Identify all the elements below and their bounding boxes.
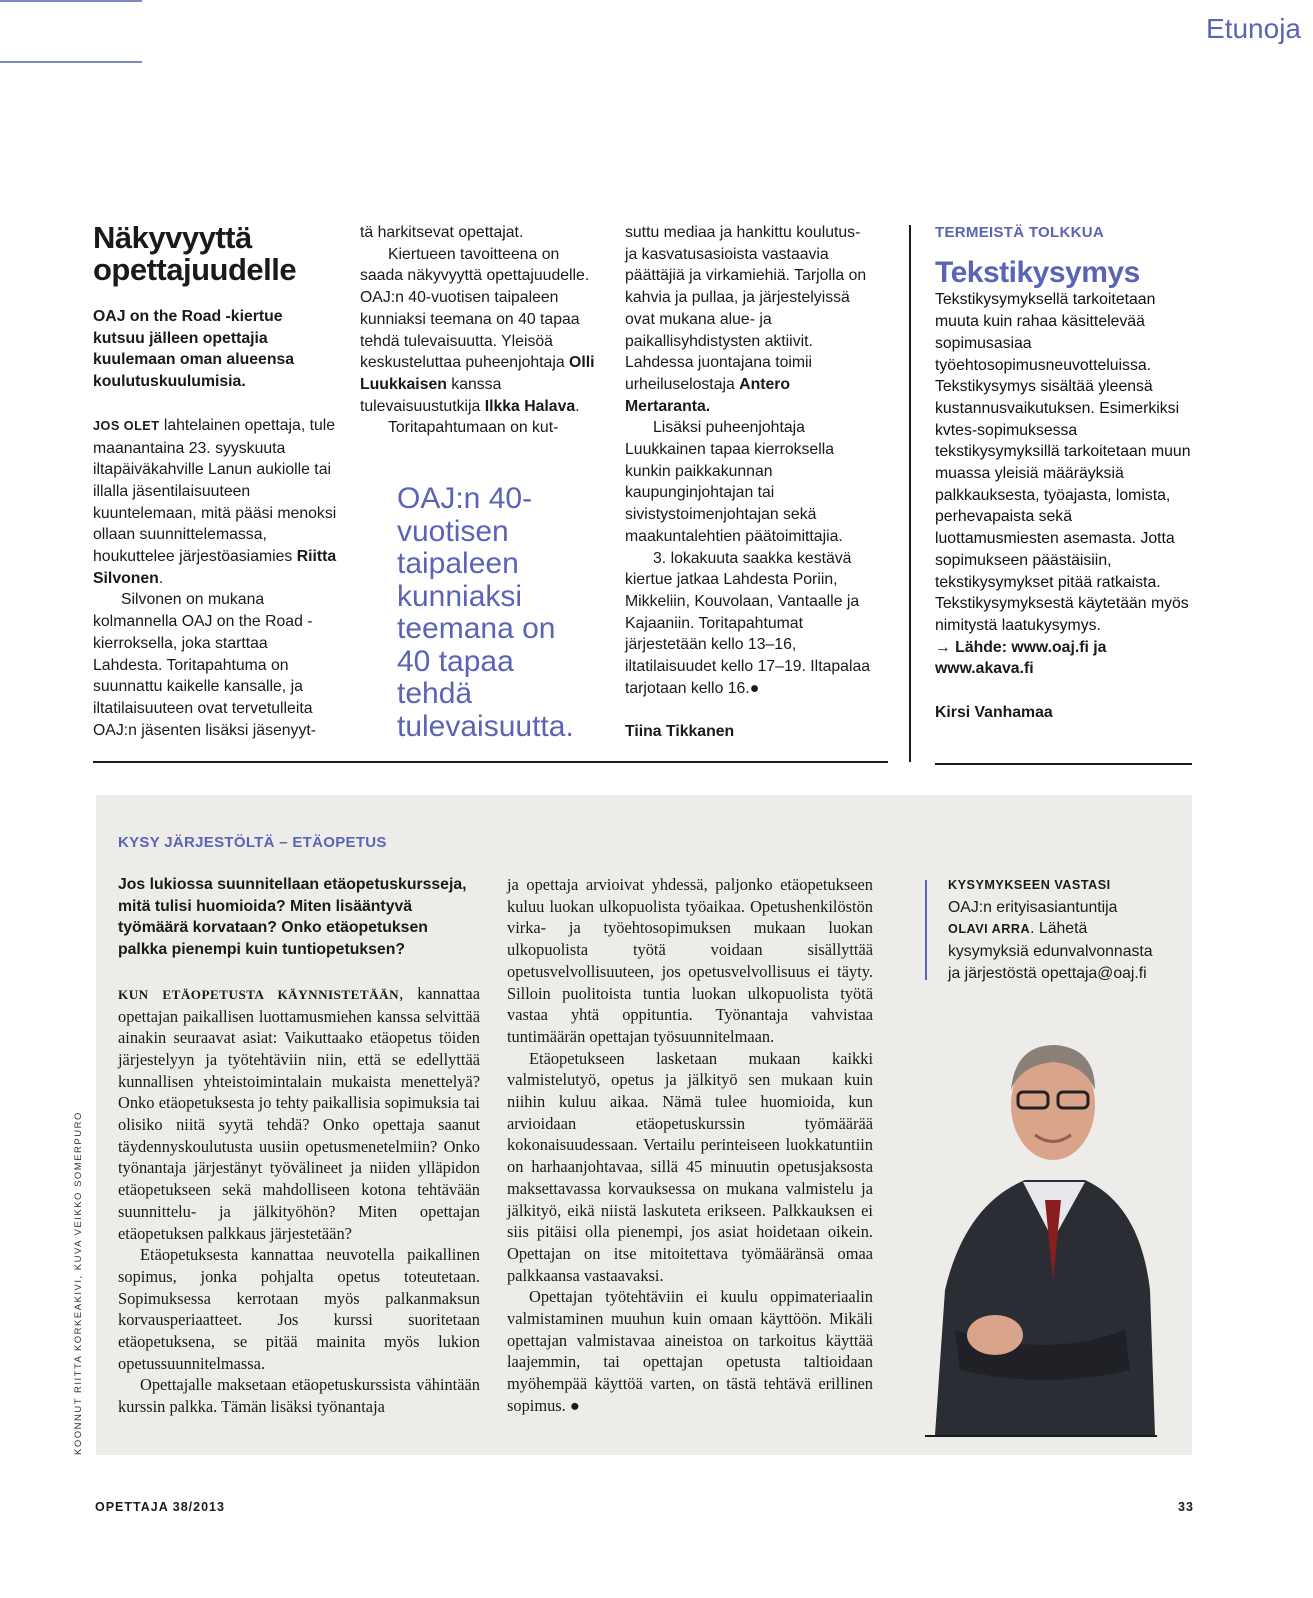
- text-run: Silvonen on mukana kolmannella OAJ on the Road -kierroksella, joka starttaa Lahdesta. Toritapahtuma on suunnattu kaikelle kansalle, ja iltatilaisuuteen ovat tervetulleita OAJ:n jäsenten lisäksi jäsenyyt-: [93, 591, 317, 739]
- qa-column-1: [118, 874, 480, 1418]
- text-run: tä harkitsevat opettajat.: [360, 224, 524, 241]
- section-header: [0, 0, 1301, 63]
- article-author: Tiina Tikkanen: [625, 723, 735, 741]
- text-run: OAJ:n erityisasiantuntija: [948, 898, 1118, 916]
- paragraph: [507, 1286, 873, 1416]
- text-run: 3. lokakuuta saakka kestävä kiertue jatkaa Lahdesta Poriin, Mikkeliin, Kouvolaan, Vantaalle ja Kajaaniin. Toritapahtumat järjestetään kello 13–16, iltatilaisuudet kello 17–19. Iltapalaa tarjotaan kello 16.●: [625, 549, 871, 697]
- divider: [935, 763, 1192, 765]
- small-caps-lead: OLAVI ARRA: [948, 922, 1031, 937]
- text-run: Toritapahtumaan on kut-: [388, 419, 559, 437]
- paragraph: [360, 417, 606, 439]
- paragraph: [118, 983, 480, 1244]
- divider: [93, 761, 888, 763]
- qa-question: Jos lukiossa suunnitellaan etäopetuskursseja, mitä tulisi huomioida? Miten lisääntyvä työmäärä korvataan? Onko etäopetuksen palkka pienempi kuin tuntiopetuksen?: [118, 876, 467, 959]
- small-caps-lead: KYSYMYKSEEN VASTASI: [948, 878, 1111, 892]
- article-column-1: [93, 222, 338, 741]
- text-run: . Lähetä kysymyksiä edunvalvonnasta ja järjestöstä opettaja@oaj.fi: [948, 920, 1153, 982]
- photo-credit: KOONNUT RIITTA KORKEAKIVI, KUVA VEIKKO SOMERPURO: [73, 1111, 84, 1455]
- text-run: ja opettaja arvioivat yhdessä, paljonko etäopetukseen kuluu luokan ulkopuolista työaikaa. Opetushenkilöstön virka- ja työehtosopimuksen mukaan luokan ulkopuolista työtä voidaan sisällyttää opetusvelvollisuuteen, jos opetusvelvollisuus ei täyty. Silloin puolitoista tuntia luokan ulkopuolista työtä vastaa yhtä oppituntia. Työnantaja vahvistaa tuntimäärän opettajan työsuunnitelmaan.: [507, 875, 873, 1046]
- text-run: Kiertueen tavoitteena on saada näkyvyyttä opettajuudelle. OAJ:n 40-vuotisen taipaleen kunniaksi teemana on 40 tapaa tehdä tulevaisuutta. Yleisöä keskusteluttaa puheenjohtaja: [360, 245, 590, 372]
- page-number: 33: [1178, 1500, 1194, 1514]
- paragraph: [118, 1374, 480, 1417]
- paragraph: [625, 548, 873, 700]
- paragraph: [507, 874, 873, 1048]
- text-run: , kannattaa opettajan paikallisen luottamusmiehen kanssa selvittää ainakin seuraavat asiat: Vaikuttaako etäopetus töiden järjestelyyn ja työtehtäviin niin, että se edellyttää kunnallisen yhteistoimintalain mukaista menettelyä? Onko etäopetuksesta jo tehty paikallisia sopimuksia tai olisiko niitä syytä tehdä? Onko opettaja saanut täydennyskoulutusta uusiin opetusmenetelmiin? Onko työnantaja järjestänyt työvälineet ja niiden ylläpidon etäopetukseen sekä mahdolliseen kotona tehtävään suunnittelu- ja jälkityöhön? Miten opettajan etäopetuksen palkkaus järjestetään?: [118, 983, 480, 1243]
- article-title: Näkyvyyttä opettajuudelle: [93, 220, 297, 287]
- text-run: Etäopetuksesta kannattaa neuvotella paikallinen sopimus, jonka pohjalta opetus toteutetaan. Sopimuksessa kerrotaan myös palkanmaksun korvausperiaatteet. Jos kurssi suoritetaan etäopetuksena, se pitää mainita myös lukion opetussuunnitelmassa.: [118, 1245, 480, 1373]
- article-column-3: [625, 222, 873, 743]
- text-run: Opettajan työtehtäviin ei kuulu oppimateriaalin valmistaminen muuhun kuin omaan käyttöön. Mikäli opettajan valmistavaa aineistoa on tarkoitus käyttää laajemmin, tai opettajan opetusta taltioidaan myöhempää käyttöä varten, on tästä tehtävä erillinen sopimus. ●: [507, 1287, 873, 1415]
- paragraph: [118, 1244, 480, 1374]
- section-title: Etunoja: [1206, 13, 1301, 44]
- sidebar: [935, 222, 1197, 724]
- text-run: Etäopetukseen lasketaan mukaan kaikki valmistelutyö, opetus ja jälkityö sen mukaan kuin niihin kuluu aikaa. Nämä tulee huomioida, kun arvioidaan etäopetuskurssin työmäärää kokonaisuudessaan. Vertailu perinteiseen luokkatuntiin on harhaanjohtavaa, sillä 45 minuutin opetusjaksosta maksettavassa korvauksessa on mukana valmistelu ja jälkityö, eikä niistä laskuteta erikseen. Palkkauksen ei siis pitäisi olla pienempi, jos asiat hoidetaan oikein. Opettajan on itse mitoitettava työmääränsä omaa palkkaansa vastaavaksi.: [507, 1048, 873, 1285]
- text-run: .: [575, 397, 580, 415]
- footer-publication: OPETTAJA 38/2013: [95, 1500, 225, 1514]
- small-caps-lead: KUN ETÄOPETUSTA KÄYNNISTETÄÄN: [118, 986, 400, 1002]
- paragraph: [625, 417, 873, 547]
- qa-label: KYSY JÄRJESTÖLTÄ – ETÄOPETUS: [118, 834, 387, 851]
- paragraph: [360, 222, 606, 244]
- paragraph: [507, 1048, 873, 1287]
- qa-column-2: [507, 874, 873, 1417]
- paragraph: [360, 244, 606, 418]
- sidebar-source: → Lähde: www.oaj.fi ja www.akava.fi: [935, 638, 1107, 678]
- text-run: suttu mediaa ja hankittu koulutus- ja kasvatusasioista vastaavia päättäjiä ja virkamiehiä. Tarjolla on kahvia ja pullaa, ja järjestelyissä ovat mukana alue- ja paikallisyhdistysten aktiivit. Lahdessa juontajana toimii urheiluselostaja: [625, 224, 867, 393]
- bold-name: Olli Luukkaisen: [360, 354, 595, 393]
- portrait-photo: [925, 1030, 1157, 1438]
- text-run: kanssa tulevaisuustutkija: [360, 375, 502, 415]
- sidebar-title: Tekstikysymys: [935, 255, 1140, 289]
- sidebar-body: Tekstikysymyksellä tarkoitetaan muuta kuin rahaa käsittelevää sopimusasiaa työehtosopimusneuvotteluissa. Tekstikysymys sisältää yleensä kustannusvaikutuksen. Esimerkiksi kvtes-sopimuksessa tekstikysymyksillä tarkoitetaan muun muassa yleisiä määräyksiä palkkauksesta, työajasta, lomista, perhevapaista sekä luottamusmiesten asemasta. Jotta sopimukseen päästäisiin, tekstikysymykset pitää ratkaista. Tekstikysymyksestä käytetään myös nimitystä laatukysymys.: [935, 291, 1191, 634]
- qa-answerer: [948, 874, 1158, 985]
- text-run: Lisäksi puheenjohtaja Luukkainen tapaa kierroksella kunkin paikkakunnan kaupunginjohtajan tai sivistystoimenjohtajan sekä maakuntalehtien päätoimittajia.: [625, 419, 843, 545]
- text-run: .: [158, 569, 164, 587]
- article-column-2: [360, 222, 606, 439]
- bold-name: Ilkka Halava: [484, 397, 576, 415]
- bold-name: Riitta Silvonen: [93, 548, 337, 587]
- sidebar-label: TERMEISTÄ TOLKKUA: [935, 224, 1104, 241]
- paragraph: [948, 874, 1158, 985]
- paragraph: [93, 589, 338, 741]
- text-run: lahtelainen opettaja, tule maanantaina 23. syyskuuta iltapäiväkahville Lanun aukiolle tai illalla jäsentilaisuuteen kuuntelemaan, mitä pääsi menoksi ollaan suunnittelemassa, houkuttelee järjestöasiamies: [93, 416, 337, 566]
- small-caps-lead: JOS OLET: [93, 418, 160, 433]
- paragraph: [625, 222, 873, 417]
- pull-quote: OAJ:n 40-vuotisen taipaleen kunniaksi teemana on 40 tapaa tehdä tulevaisuutta.: [397, 482, 574, 743]
- text-run: Opettajalle maksetaan etäopetuskurssista vähintään kurssin palkka. Tämän lisäksi työnantaja: [118, 1375, 480, 1417]
- paragraph: [93, 415, 338, 590]
- divider: [925, 880, 927, 980]
- divider: [909, 225, 911, 762]
- article-lead: OAJ on the Road -kiertue kutsuu jälleen opettajia kuulemaan oman alueensa koulutuskuulumisia.: [93, 308, 295, 391]
- sidebar-author: Kirsi Vanhamaa: [935, 704, 1053, 722]
- bold-name: Antero Mertaranta.: [625, 375, 791, 415]
